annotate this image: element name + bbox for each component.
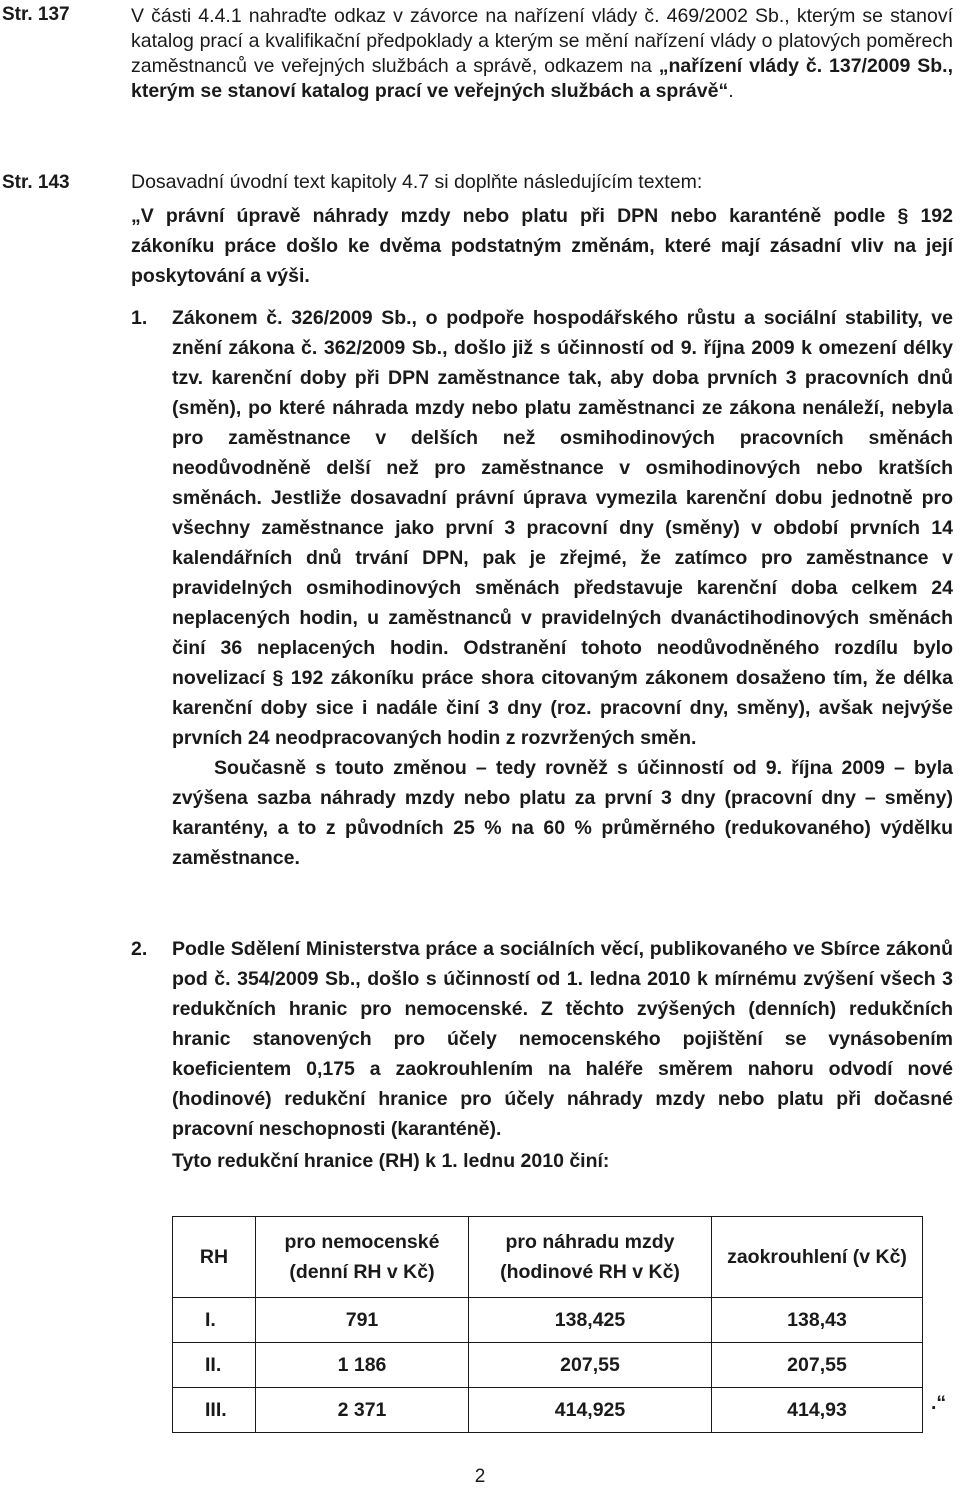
paragraph-2 — [131, 170, 953, 291]
table-row — [173, 1388, 923, 1433]
table-cell: III. — [173, 1388, 256, 1433]
table-header: zaokrouhlení (v Kč) — [712, 1217, 923, 1298]
table-cell: 138,425 — [469, 1298, 712, 1343]
list-item-1-text-2: Současně s touto změnou – tedy rovněž s účinností od 9. října 2009 – byla zvýšena sazba náhrady mzdy nebo platu za první 3 dny (pracovní dny – směny) karantény, a to z původních 25 % na 60 % průměrného (redukovaného) výdělku zaměstnance. — [172, 757, 953, 869]
paragraph-1 — [131, 4, 953, 104]
paragraph-2-intro: Dosavadní úvodní text kapitoly 4.7 si doplňte následujícím textem: — [131, 171, 703, 193]
table-cell: 207,55 — [469, 1343, 712, 1388]
table-row — [173, 1343, 923, 1388]
list-item-2-text: Podle Sdělení Ministerstva práce a sociálních věcí, publikovaného ve Sbírce zákonů pod č. 354/2009 Sb., došlo s účinností od 1. ledna 2010 k mírnému zvýšení všech 3 redukčních hranic pro nemocenské. Z těchto zvýšených (denních) redukčních hranic stanovených pro účely nemocenského pojištění se vynásobením koeficientem 0,175 a zaokrouhlením na haléře směrem nahoru odvodí nové (hodinové) redukční hranice pro účely náhrady mzdy nebo platu při dočasné pracovní neschopnosti (karanténě). — [172, 938, 953, 1140]
table-header: RH — [173, 1217, 256, 1298]
table-cell: 207,55 — [712, 1343, 923, 1388]
list-item-2 — [131, 934, 953, 1176]
margin-ref-1: Str. 137 — [2, 4, 70, 25]
list-item-1 — [131, 303, 953, 873]
table-cell: II. — [173, 1343, 256, 1388]
table-caption: Tyto redukční hranice (RH) k 1. lednu 2010 činí: — [172, 1150, 610, 1172]
table-cell: I. — [173, 1298, 256, 1343]
list-item-1-text: Zákonem č. 326/2009 Sb., o podpoře hospodářského růstu a sociální stability, ve znění zákona č. 362/2009 Sb., došlo již s účinností od 9. října 2009 k omezení délky tzv. karenční doby při DPN zaměstnance tak, aby doba prvních 3 pracovních dnů (směn), po které náhrada mzdy nebo platu zaměstnanci ze zákona nenáleží, nebyla pro zaměstnance v delších než osmihodinových pracovních směnách neodůvodněně delší než pro zaměstnance v osmihodinových nebo kratších směnách. Jestliže dosavadní právní úprava vymezila karenční dobu jednotně pro všechny zaměstnance jako první 3 pracovní dny (směny) v období prvních 14 kalendářních dnů trvání DPN, pak je zřejmé, že zatímco pro zaměstnance v pravidelných osmihodinových směnách představuje karenční doba celkem 24 neplacených hodin, u zaměstnanců v pravidelných dvanáctihodinových směnách činí 36 neplacených hodin. Odstranění tohoto neodůvodněného rozdílu bylo novelizací § 192 zákoníku práce shora citovaným zákonem dosaženo tím, že délka karenční doby sice i nadále činí 3 dny (roz. pracovní dny, směny), avšak nejvýše prvních 24 neodpracovaných hodin z rozvržených směn. — [172, 307, 953, 749]
table-cell: 791 — [256, 1298, 469, 1343]
paragraph-1-lead: V části 4.4.1 nahraďte odkaz v závorce na nařízení vlády č. 469/2002 Sb., kterým se stanoví katalog prací a kvalifikační předpoklady a kterým se mění nařízení vlády o platových poměrech zaměstnanců ve veřejných službách a správě, odkazem na — [131, 5, 953, 77]
table-cell: 2 371 — [256, 1388, 469, 1433]
table-header: pro nemocenské (denní RH v Kč) — [256, 1217, 469, 1298]
margin-ref-2: Str. 143 — [2, 172, 70, 193]
quote-intro: „V právní úpravě náhrady mzdy nebo platu při DPN nebo karanténě podle § 192 zákoníku práce došlo ke dvěma podstatným změnám, které mají zásadní vliv na její poskytování a výši. — [131, 205, 953, 287]
list-item-1-number: 1. — [131, 307, 148, 329]
table-header-row — [173, 1217, 923, 1298]
table-cell: 414,93 — [712, 1388, 923, 1433]
table-header: pro náhradu mzdy (hodinové RH v Kč) — [469, 1217, 712, 1298]
paragraph-1-bold: „nařízení vlády č. 137/2009 Sb., kterým se stanoví katalog prací ve veřejných službách a správě“ — [131, 55, 953, 102]
table-cell: 414,925 — [469, 1388, 712, 1433]
table-row — [173, 1298, 923, 1343]
closing-quote: .“ — [931, 1392, 947, 1414]
table-cell: 1 186 — [256, 1343, 469, 1388]
reduction-limits-table — [172, 1216, 923, 1433]
page-number: 2 — [474, 1466, 486, 1487]
paragraph-1-tail: . — [728, 80, 734, 102]
table-cell: 138,43 — [712, 1298, 923, 1343]
list-item-2-number: 2. — [131, 938, 148, 960]
